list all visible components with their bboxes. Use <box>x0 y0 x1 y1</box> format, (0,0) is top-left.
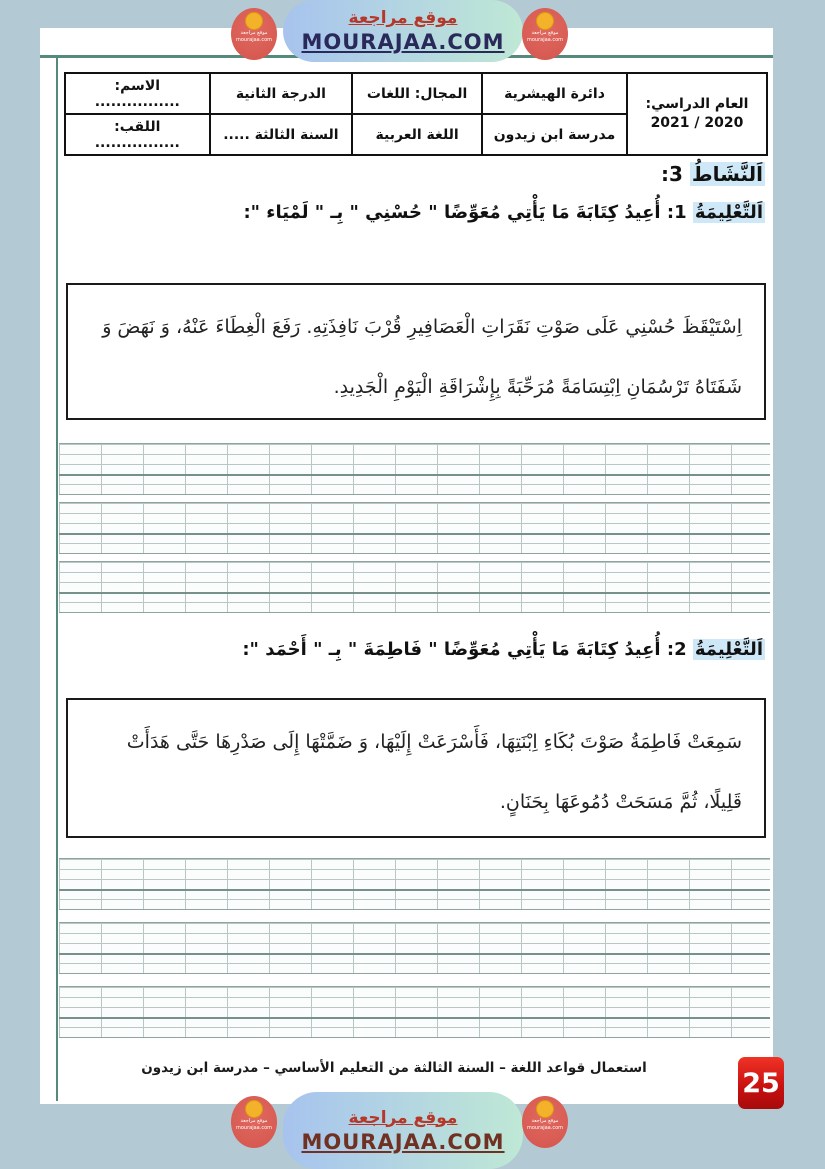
activity-title <box>661 162 765 186</box>
site-banner-top <box>283 0 523 62</box>
site-name-arabic[interactable]: موقع مراجعة <box>348 1107 458 1128</box>
page-frame-left-line <box>56 55 58 1101</box>
instruction-1 <box>65 202 765 223</box>
district-cell: دائرة الهيشرية <box>482 73 627 114</box>
passage-box-2 <box>66 698 766 838</box>
site-name-arabic[interactable]: موقع مراجعة <box>348 8 458 28</box>
school-year-label: العام الدراسي: <box>645 96 749 112</box>
instruction-1-label: اَلتَّعْلِيمَةُ <box>694 202 763 223</box>
mourajaa-logo: موقع مراجعة mourajaa.com <box>231 8 277 60</box>
instruction-2-text: 2: أُعِيدُ كِتَابَةَ مَا يَأْتِي مُعَوِّضًا " فَاطِمَةَ " بِـ " أَحْمَد ": <box>242 639 687 660</box>
mourajaa-logo-icon <box>245 12 263 30</box>
activity-title-number: 3: <box>660 162 683 186</box>
passage-box-1 <box>66 283 766 420</box>
instruction-2 <box>65 639 765 660</box>
mourajaa-logo: موقع مراجعة mourajaa.com <box>522 8 568 60</box>
mourajaa-logo-icon <box>536 12 554 30</box>
instruction-1-text: 1: أُعِيدُ كِتَابَةَ مَا يَأْتِي مُعَوِّضًا " حُسْنِي " بِـ " لَمْيَاء ": <box>243 202 687 223</box>
passage-2-text: سَمِعَتْ فَاطِمَةُ صَوْتَ بُكَاءِ اِبْنَتِهَا، فَأَسْرَعَتْ إِلَيْهَا، وَ ضَمَّتْهَا إِلَى صَدْرِهَا حَتَّى هَدَأَتْ قَلِيلًا، ثُمَّ مَسَحَتْ دُمُوعَهَا بِحَنَانٍ. <box>126 731 742 813</box>
field-cell: المجال: اللغات <box>352 73 482 114</box>
grade-cell: الدرجة الثانية <box>210 73 353 114</box>
site-domain-link[interactable]: MOURAJAA.COM <box>301 1129 505 1154</box>
passage-1-text: اِسْتَيْقَظَ حُسْنِي عَلَى صَوْتِ نَقَرَاتِ الْعَصَافِيرِ قُرْبَ نَافِذَتِهِ. رَفَعَ الْغِطَاءَ عَنْهُ، وَ نَهَضَ وَ شَفَتَاهُ تَرْسُمَانِ اِبْتِسَامَةً مُرَحِّبَةً بِإِشْرَاقَةِ الْيَوْمِ الْجَدِيدِ. <box>102 316 742 398</box>
footer-reference: استعمال قواعد اللغة – السنة الثالثة من التعليم الأساسي – مدرسة ابن زيدون <box>141 1060 647 1076</box>
instruction-2-label: اَلتَّعْلِيمَةُ <box>694 639 763 660</box>
header-info-table <box>64 72 768 156</box>
last-name-cell: اللقب: ................ <box>65 114 210 155</box>
site-banner-bottom <box>283 1092 523 1169</box>
ruled-writing-block <box>59 502 770 554</box>
mourajaa-logo-icon <box>536 1100 554 1118</box>
school-cell: مدرسة ابن زيدون <box>482 114 627 155</box>
school-year-value: 2021 / 2020 <box>650 115 744 131</box>
page-number-badge: 25 <box>738 1057 784 1109</box>
first-name-cell: الاسم: ................ <box>65 73 210 114</box>
ruled-writing-block <box>59 858 770 910</box>
ruled-writing-block <box>59 922 770 974</box>
site-domain-link[interactable]: MOURAJAA.COM <box>301 30 505 54</box>
level-cell: السنة الثالثة ..... <box>210 114 353 155</box>
ruled-writing-block <box>59 561 770 613</box>
school-year-cell <box>627 73 767 155</box>
mourajaa-logo: موقع مراجعة mourajaa.com <box>231 1096 277 1148</box>
ruled-writing-block <box>59 986 770 1038</box>
subject-cell: اللغة العربية <box>352 114 482 155</box>
mourajaa-logo: موقع مراجعة mourajaa.com <box>522 1096 568 1148</box>
activity-title-word: اَلنَّشَاطُ <box>691 162 763 186</box>
ruled-writing-block <box>59 443 770 495</box>
mourajaa-logo-icon <box>245 1100 263 1118</box>
